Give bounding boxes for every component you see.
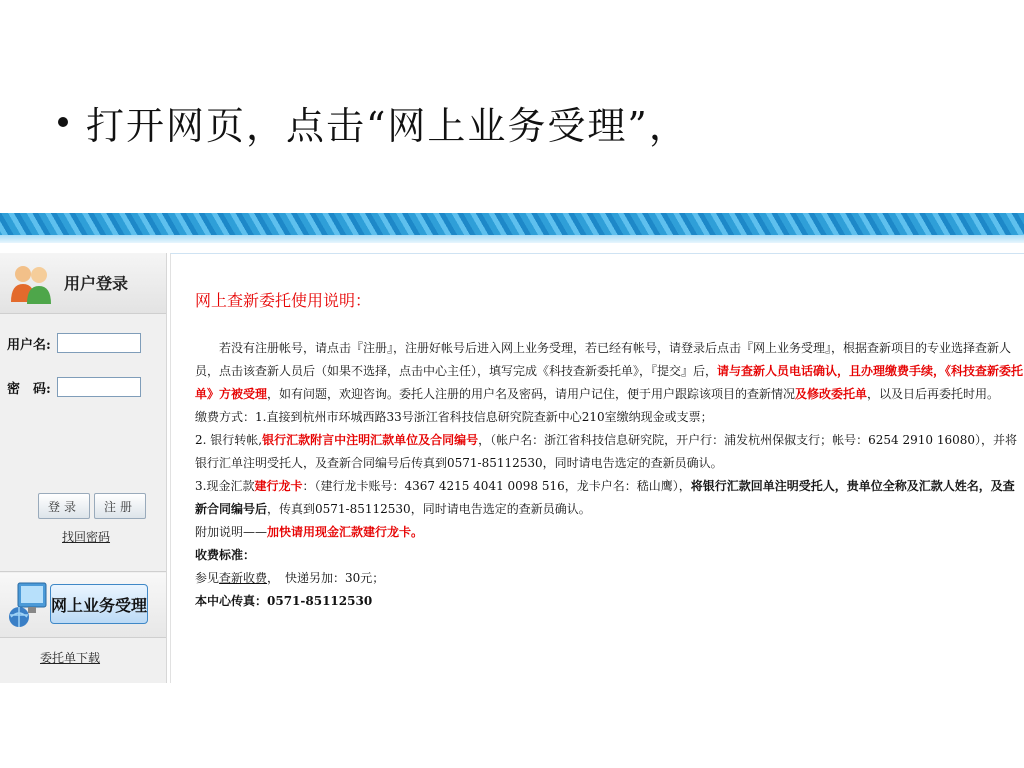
login-button[interactable]: 登录: [38, 493, 90, 519]
intro-text: 若没有注册帐号，请点击『注册』，注册好帐号后进入网上业务受理，若已经有帐号，请登录后点击『网上业务受理』，根据查新项目的专业选择查新人员，点击该查新人员后（如果不选择，点击中心主任），填写完成《科技查新委托单》，『提交』后，: [195, 341, 1012, 378]
password-label: 密 码:: [7, 381, 51, 397]
fee-2-label: 2. 银行转帐,: [195, 433, 263, 447]
instructions-body: [195, 337, 1024, 613]
fee-3-text-2: ，传真到0571-85112530，同时请电告选定的查新员确认。: [267, 502, 591, 516]
fee-3-highlight: 建行龙卡: [254, 479, 303, 493]
users-icon: [8, 260, 54, 306]
online-business-area: [0, 573, 166, 638]
login-header: [0, 253, 166, 314]
computer-icon: [6, 579, 50, 631]
fee-3-label: 3.现金汇款: [195, 479, 255, 493]
fee-2-text: ，（帐户名：浙江省科技信息研究院，开户行：浦发杭州保俶支行；帐号：6254 2910 16080），并将银行汇单注明受托人，及查新合同编号后传真到0571-85112530，同时请电告选定的查新员确认。: [195, 433, 1017, 470]
intro-highlight-2: 及修改委托单: [795, 387, 868, 401]
slide-heading-text: 打开网页，点击“网上业务受理”，: [86, 103, 689, 148]
username-label: 用户名:: [7, 337, 51, 353]
note-highlight: 加快请用现金汇款建行龙卡。: [267, 525, 424, 539]
charge-title: 收费标准：: [195, 548, 256, 562]
additional-note: [195, 521, 1024, 544]
password-input[interactable]: [57, 377, 141, 397]
fee-method-3: [195, 475, 1024, 521]
login-buttons: [38, 493, 146, 519]
username-row: [7, 333, 141, 353]
webpage-screenshot: [0, 213, 1024, 683]
fee-3-text: ：（建行龙卡账号：4367 4215 4041 0098 516，龙卡户名：嵇山鹰），: [302, 479, 691, 493]
charge-text: 参见: [195, 571, 220, 585]
instructions-paragraph: [195, 337, 1024, 406]
charge-line: [195, 567, 1024, 590]
instructions-title: 网上查新委托使用说明：: [195, 291, 372, 310]
site-banner: [0, 213, 1024, 243]
fee-3-bold: 将银行汇款回单注明受托人，贵单位全称及汇款人姓名，及查新合同编号后: [195, 479, 1015, 516]
divider: [0, 571, 166, 572]
intro-highlight: 请与查新人员电话确认，且办理缴费手续，《科技查新委托单》方被受理: [195, 364, 1024, 401]
commission-form-download-link[interactable]: 委托单下载: [40, 651, 101, 665]
fee-method-1: 缴费方式：1.直接到杭州市环城西路33号浙江省科技信息研究院查新中心210室缴纳现金或支票；: [195, 410, 713, 424]
fax-line: 本中心传真：0571-85112530: [195, 594, 373, 608]
intro-text-2: ，如有问题，欢迎咨询。委托人注册的用户名及密码，请用户记住，便于用户跟踪该项目的查新情况: [267, 387, 796, 401]
charge-link[interactable]: 查新收费: [219, 571, 268, 585]
charge-text-2: ， 快递另加：30元；: [267, 571, 385, 585]
fee-method-2: [195, 429, 1024, 475]
slide-title: [58, 92, 689, 152]
online-business-button[interactable]: 网上业务受理: [50, 584, 148, 624]
bullet-icon: [58, 117, 68, 127]
username-input[interactable]: [57, 333, 141, 353]
find-password-link[interactable]: 找回密码: [62, 530, 111, 544]
note-label: 附加说明——: [195, 525, 268, 539]
main-content: [170, 253, 1024, 683]
sidebar: [0, 253, 167, 683]
fee-2-highlight: 银行汇款附言中注明汇款单位及合同编号: [262, 433, 479, 447]
login-title: 用户登录: [64, 274, 129, 293]
register-button[interactable]: 注册: [94, 493, 146, 519]
password-row: [7, 377, 141, 397]
intro-text-3: ，以及日后再委托时用。: [867, 387, 1000, 401]
